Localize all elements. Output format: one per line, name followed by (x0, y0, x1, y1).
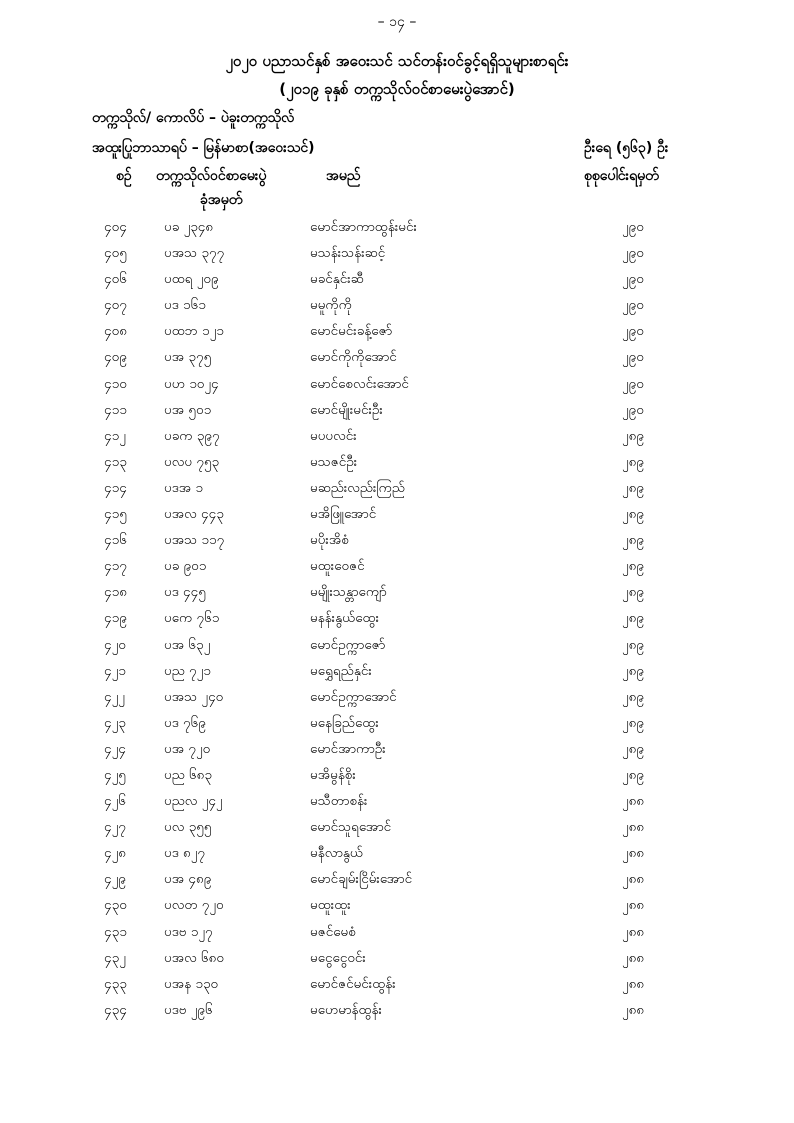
name-cell: မပိုးအိစံ (310, 532, 349, 549)
exam-roll-cell: ပအလ ၆၈၀ (164, 949, 224, 966)
document-title: ၂၀၂၀ ပညာသင်နှစ် အဝေးသင် သင်တန်းဝင်ခွင့်ရရှိသူများစာရင်း (225, 52, 569, 70)
header-exam-roll-line2: ခုံအမှတ် (200, 192, 243, 208)
name-cell: မနန်းနွယ်ထွေး (310, 610, 380, 627)
exam-roll-cell: ပထဘ ၁၂၁ (164, 323, 224, 340)
serial-no-cell: ၄၁၀ (104, 375, 127, 392)
table-row (0, 818, 794, 844)
exam-roll-cell: ပအ ၃၇၅ (164, 349, 212, 366)
exam-roll-cell: ပအ ၄၈၉ (164, 871, 212, 888)
table-row (0, 896, 794, 922)
marks-cell: ၂၉၀ (622, 297, 644, 314)
table-row (0, 296, 794, 322)
exam-roll-cell: ပအသ ၃၇၇ (164, 245, 225, 262)
exam-roll-cell: ပဒအ ၁ (164, 479, 204, 496)
name-cell: မခင်နှင်းဆီ (310, 271, 364, 288)
header-total-marks: စုစုပေါင်းရမှတ် (584, 168, 659, 184)
table-row (0, 348, 794, 374)
name-cell: မမူကိုကို (310, 297, 352, 314)
marks-cell: ၂၉၀ (622, 219, 644, 235)
marks-cell: ၂၈၈ (622, 975, 645, 992)
marks-cell: ၂၈၉ (622, 740, 644, 757)
exam-roll-cell: ပဒဗ ၂၉၆ (164, 1001, 213, 1018)
marks-cell: ၂၈၈ (622, 845, 645, 862)
serial-no-cell: ၄၁၄ (104, 479, 127, 496)
exam-roll-cell: ပဟ ၁၀၂၄ (164, 375, 219, 392)
header-serial-no: စဉ် (116, 168, 132, 184)
exam-roll-cell: ပအလ ၄၄၃ (164, 506, 224, 523)
name-cell: မဟေမာန်ထွန်း (310, 1001, 382, 1018)
name-cell: မသန်းသန်းဆင့် (310, 245, 386, 262)
serial-no-cell: ၄၂၈ (104, 845, 126, 862)
table-row (0, 401, 794, 427)
university-label: တက္ကသိုလ်/ ကောလိပ် – ပဲခူးတက္ကသိုလ် (92, 110, 295, 126)
table-row (0, 688, 794, 714)
exam-roll-cell: ပလပ ၇၅၃ (164, 453, 220, 470)
marks-cell: ၂၈၉ (622, 662, 644, 679)
marks-cell: ၂၈၉ (622, 532, 644, 549)
header-name: အမည် (326, 168, 361, 184)
exam-roll-cell: ပအ ၇၂၀ (164, 740, 211, 757)
table-row (0, 505, 794, 531)
marks-cell: ၂၈၉ (622, 558, 644, 575)
table-row (0, 531, 794, 557)
exam-roll-cell: ပဒ ၈၂၇ (164, 845, 205, 862)
name-cell: မငွေငွေဝင်း (310, 949, 366, 966)
exam-roll-cell: ပခ ၉၀၁ (164, 558, 207, 575)
serial-no-cell: ၄၂၇ (104, 819, 126, 836)
serial-no-cell: ၄၃၂ (104, 949, 126, 966)
exam-roll-cell: ပအ ၅၀၁ (164, 401, 212, 418)
name-cell: မောင်ချမ်းငြိမ်းအောင် (310, 871, 413, 888)
marks-cell: ၂၈၈ (622, 897, 645, 914)
name-cell: မသဇင်ဦး (310, 453, 358, 470)
serial-no-cell: ၄၁၉ (104, 610, 127, 627)
name-cell: မောင်ဥက္ကာဇော် (310, 636, 386, 653)
table-row (0, 662, 794, 688)
name-cell: မောင်အာကာဦး (310, 740, 386, 757)
serial-no-cell: ၄၁၂ (104, 427, 126, 444)
table-row (0, 270, 794, 296)
marks-cell: ၂၈၈ (622, 949, 645, 966)
table-row (0, 244, 794, 270)
exam-roll-cell: ပကေ ၇၆၁ (164, 610, 220, 627)
table-row (0, 792, 794, 818)
exam-roll-cell: ပအသ ၂၄၀ (164, 688, 224, 705)
serial-no-cell: ၄၀၈ (104, 323, 127, 340)
serial-no-cell: ၄၁၇ (104, 558, 127, 575)
name-cell: မဇင်မေစံ (310, 923, 356, 940)
serial-no-cell: ၄၀၉ (104, 349, 127, 366)
serial-no-cell: ၄၂၉ (104, 871, 126, 888)
exam-roll-cell: ပအန ၁၃၀ (164, 975, 219, 992)
serial-no-cell: ၄၂၃ (104, 714, 126, 731)
name-cell: မောင်မင်းခန့်ဇော် (310, 323, 393, 340)
exam-roll-cell: ပခက ၃၉၇ (164, 427, 220, 444)
table-row (0, 218, 794, 244)
exam-roll-cell: ပဒ ၁၆၁ (164, 297, 206, 314)
exam-roll-cell: ပထရ ၂၀၉ (164, 271, 219, 288)
name-cell: မရွှေရည်နှင်း (310, 662, 372, 679)
marks-cell: ၂၉၀ (622, 271, 644, 288)
table-row (0, 1001, 794, 1027)
results-table (0, 218, 794, 1027)
name-cell: မောင်ဇင်မင်းထွန်း (310, 975, 396, 992)
exam-roll-cell: ပဒဗ ၁၂၇ (164, 923, 213, 940)
exam-roll-cell: ပညလ ၂၄၂ (164, 793, 223, 810)
serial-no-cell: ၄၀၆ (104, 271, 127, 288)
serial-no-cell: ၄၁၅ (104, 506, 127, 523)
header-exam-roll: တက္ကသိုလ်ဝင်စာမေးပွဲ (156, 168, 267, 184)
marks-cell: ၂၉၀ (622, 349, 644, 366)
marks-cell: ၂၈၈ (622, 793, 645, 810)
name-cell: မောင်အာကာထွန်းမင်း (310, 219, 417, 235)
marks-cell: ၂၈၉ (622, 584, 644, 601)
marks-cell: ၂၈၉ (622, 427, 644, 444)
serial-no-cell: ၄၂၄ (104, 740, 126, 757)
table-row (0, 923, 794, 949)
name-cell: မပပလင်း (310, 427, 357, 444)
name-cell: မောင်ဥက္ကာအောင် (310, 688, 397, 705)
name-cell: မသီတာစန်း (310, 793, 368, 810)
page-number: – ၁၄ – (377, 14, 417, 30)
table-row (0, 766, 794, 792)
name-cell: မောင်သူရအောင် (310, 819, 392, 836)
serial-no-cell: ၄၁၁ (104, 401, 127, 418)
name-cell: မဆည်းလည်းကြည် (310, 479, 405, 496)
serial-no-cell: ၄၁၆ (104, 532, 127, 549)
serial-no-cell: ၄၂၀ (104, 636, 126, 653)
table-row (0, 714, 794, 740)
serial-no-cell: ၄၃၁ (104, 923, 127, 940)
serial-no-cell: ၄၁၃ (104, 453, 127, 470)
exam-roll-cell: ပလ ၃၅၅ (164, 819, 212, 836)
quota-label: ဦးရေ (၅၆၃) ဦး (584, 140, 669, 156)
table-row (0, 870, 794, 896)
serial-no-cell: ၄၂၂ (104, 688, 125, 705)
table-row (0, 557, 794, 583)
name-cell: မောင်ကိုကိုအောင် (310, 349, 397, 366)
document-subtitle: (၂၀၁၉ ခုနှစ် တက္ကသိုလ်ဝင်စာမေးပွဲအောင်) (279, 80, 515, 98)
marks-cell: ၂၉၀ (622, 245, 644, 262)
serial-no-cell: ၄၀၄ (104, 219, 127, 235)
marks-cell: ၂၉၀ (622, 401, 644, 418)
exam-roll-cell: ပအ ၆၃၂ (164, 636, 211, 653)
marks-cell: ၂၈၉ (622, 479, 644, 496)
serial-no-cell: ၄၃၄ (104, 1001, 127, 1018)
exam-roll-cell: ပဒ ၄၄၅ (164, 584, 206, 601)
serial-no-cell: ၄၀၇ (104, 297, 127, 314)
marks-cell: ၂၈၉ (622, 714, 644, 731)
marks-cell: ၂၈၉ (622, 766, 644, 783)
name-cell: မအိမွန်စိုး (310, 766, 356, 783)
serial-no-cell: ၄၂၅ (104, 766, 126, 783)
table-row (0, 427, 794, 453)
exam-roll-cell: ပခ ၂၃၄၈ (164, 219, 214, 235)
serial-no-cell: ၄၂၆ (104, 793, 126, 810)
marks-cell: ၂၈၉ (622, 506, 644, 523)
exam-roll-cell: ပဒ ၇၆၉ (164, 714, 206, 731)
table-row (0, 583, 794, 609)
exam-roll-cell: ပလတ ၇၂၀ (164, 897, 224, 914)
exam-roll-cell: ပအသ ၁၁၇ (164, 532, 225, 549)
marks-cell: ၂၉၀ (622, 323, 644, 340)
name-cell: မမျိုးသန္တာကျော် (310, 584, 387, 601)
table-row (0, 636, 794, 662)
serial-no-cell: ၄၂၁ (104, 662, 126, 679)
name-cell: မောင်မျိုးမင်းဦး (310, 401, 383, 418)
name-cell: မောင်စေလင်းအောင် (310, 375, 409, 392)
exam-roll-cell: ပည ၆၈၃ (164, 766, 212, 783)
table-row (0, 453, 794, 479)
marks-cell: ၂၉၀ (622, 375, 644, 392)
marks-cell: ၂၈၉ (622, 453, 644, 470)
marks-cell: ၂၈၉ (622, 610, 644, 627)
name-cell: မထူးထူး (310, 897, 351, 914)
table-row (0, 322, 794, 348)
serial-no-cell: ၄၃၃ (104, 975, 127, 992)
marks-cell: ၂၈၈ (622, 819, 645, 836)
table-row (0, 949, 794, 975)
serial-no-cell: ၄၁၈ (104, 584, 127, 601)
marks-cell: ၂၈၈ (622, 1001, 645, 1018)
marks-cell: ၂၈၉ (622, 688, 644, 705)
marks-cell: ၂၈၈ (622, 871, 645, 888)
table-row (0, 740, 794, 766)
serial-no-cell: ၄၀၅ (104, 245, 127, 262)
marks-cell: ၂၈၈ (622, 923, 645, 940)
table-row (0, 844, 794, 870)
name-cell: မအိဖြူအောင် (310, 506, 377, 523)
name-cell: မနီလာနွယ် (310, 845, 363, 862)
table-row (0, 609, 794, 635)
major-label: အထူးပြုဘာသာရပ် – မြန်မာစာ(အဝေးသင်) (92, 140, 315, 156)
table-row (0, 975, 794, 1001)
exam-roll-cell: ပည ၇၂၁ (164, 662, 211, 679)
table-row (0, 479, 794, 505)
marks-cell: ၂၈၉ (622, 636, 644, 653)
name-cell: မထူးဝေဇင် (310, 558, 365, 575)
name-cell: မနေခြည်ထွေး (310, 714, 379, 731)
table-row (0, 375, 794, 401)
serial-no-cell: ၄၃၀ (104, 897, 127, 914)
